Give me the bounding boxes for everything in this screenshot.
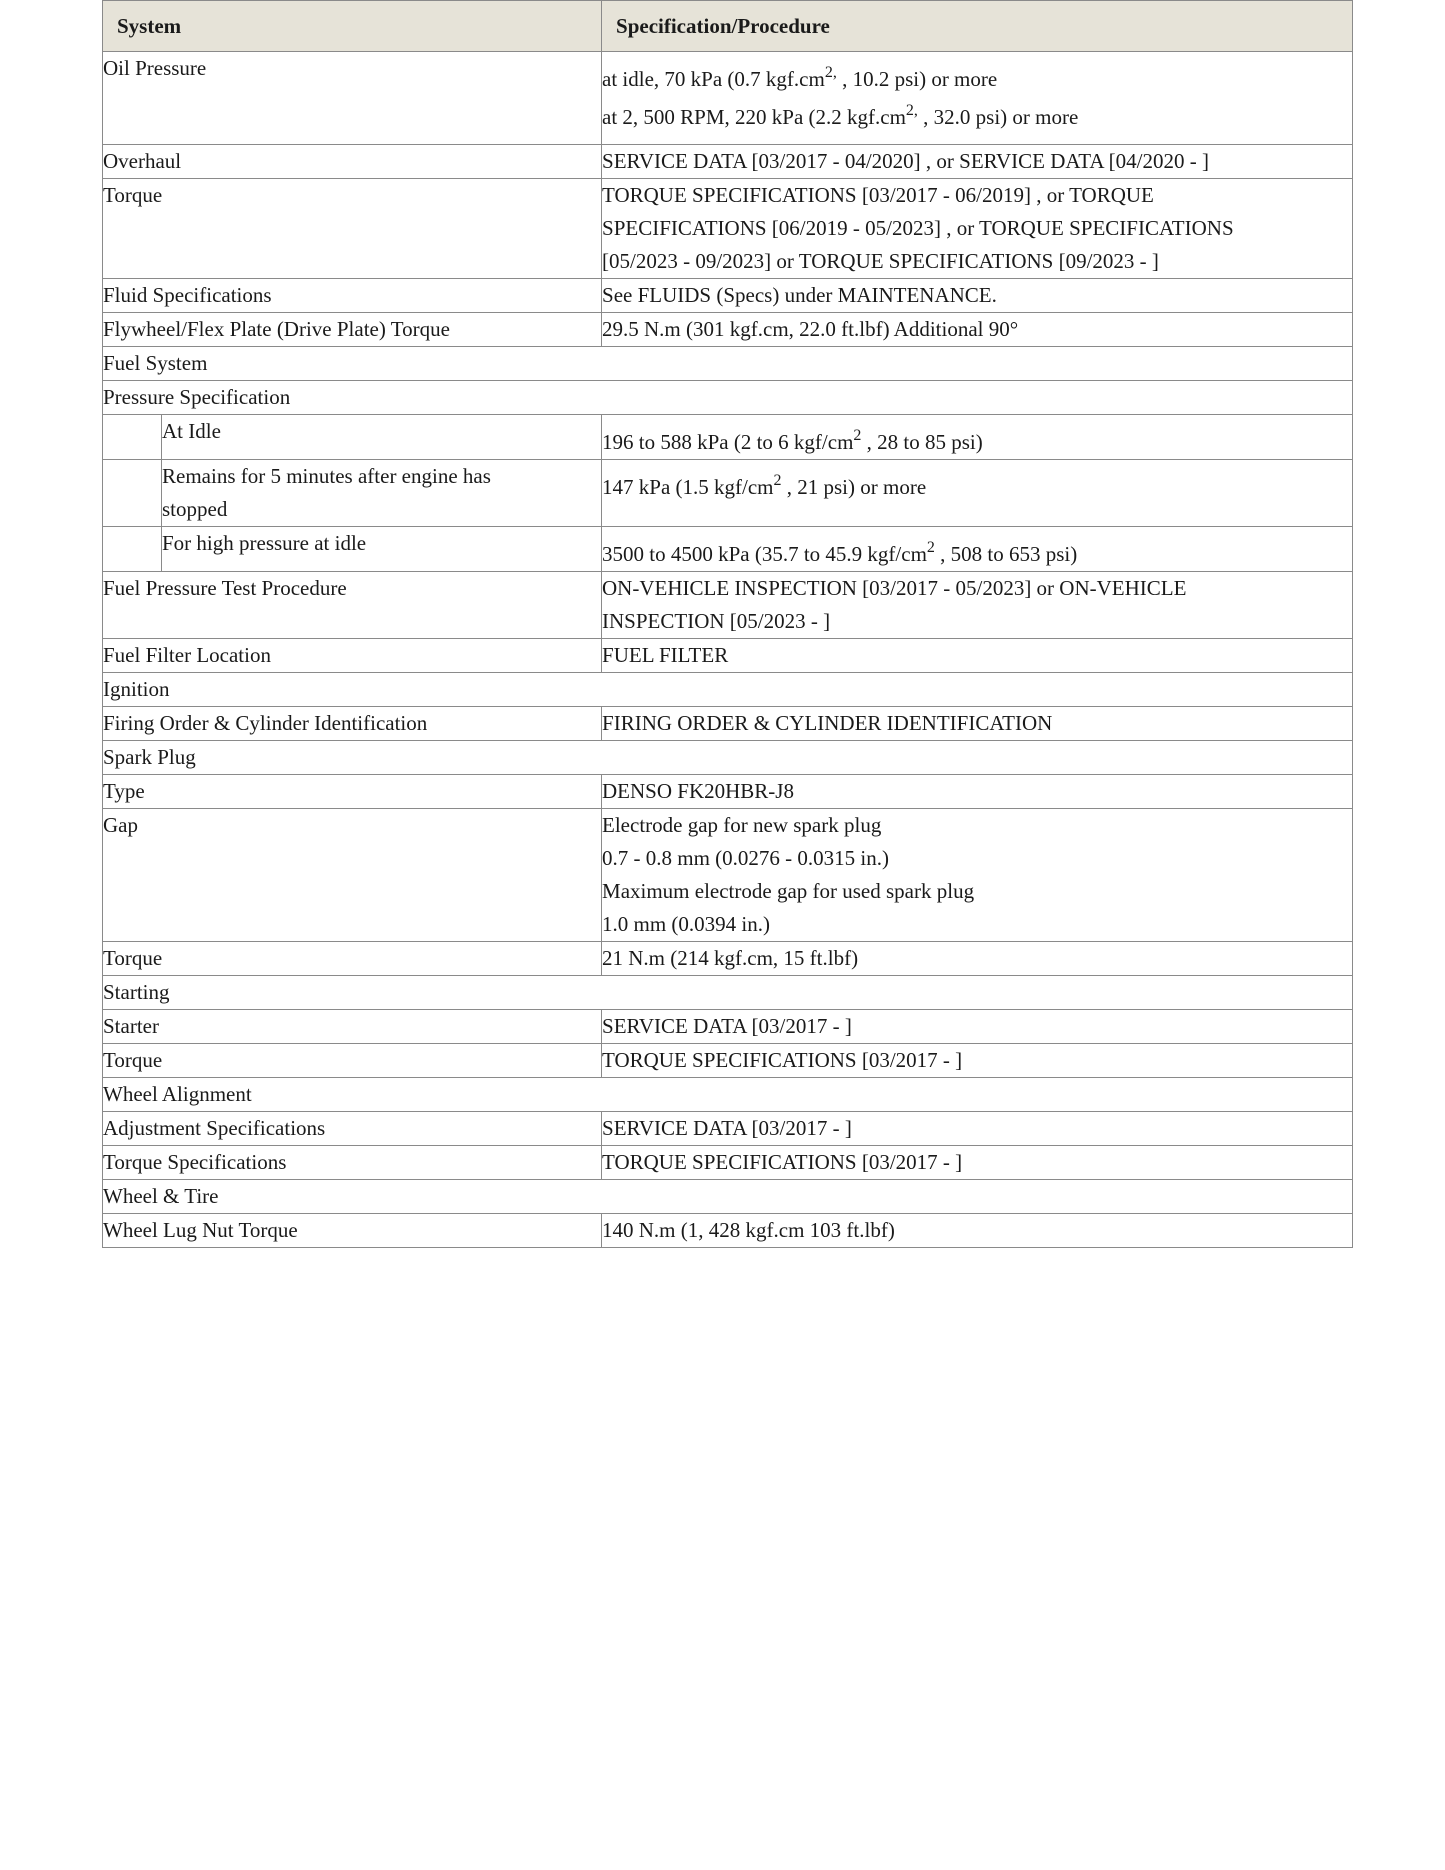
row-label-torque-specifications: Torque Specifications: [103, 1146, 602, 1180]
row-value-torque-specifications[interactable]: TORQUE SPECIFICATIONS [03/2017 - ]: [602, 1146, 1353, 1180]
row-label-fuel-pressure-test: Fuel Pressure Test Procedure: [103, 572, 602, 639]
table-row: [103, 572, 1353, 639]
row-label-at-idle: At Idle: [162, 415, 602, 460]
section-row: [103, 1180, 1353, 1214]
table-row: [103, 145, 1353, 179]
row-value-spark-plug-type: DENSO FK20HBR-J8: [602, 775, 1353, 809]
gap-new-value: 0.7 - 0.8 mm (0.0276 - 0.0315 in.): [602, 846, 889, 870]
table-row: [103, 1044, 1353, 1078]
gap-new-label: Electrode gap for new spark plug: [602, 813, 882, 837]
row-value-at-idle: 196 to 588 kPa (2 to 6 kgf/$cm^2$ , 28 to 85 psi): [602, 415, 1353, 460]
header-system: System: [103, 1, 602, 52]
section-row: [103, 976, 1353, 1010]
row-label-spark-plug-type: Type: [103, 775, 602, 809]
table-row: [103, 1010, 1353, 1044]
row-value-torque[interactable]: TORQUE SPECIFICATIONS [03/2017 - 06/2019] , or TORQUE SPECIFICATIONS [06/2019 - 05/2023] , or TORQUE SPECIFICATIONS [05/2023 - 09/2023] or TORQUE SPECIFICATIONS [09/2023 - ]: [602, 179, 1353, 279]
table-row: [103, 1146, 1353, 1180]
row-label-remains-after-stop: Remains for 5 minutes after engine has stopped: [162, 460, 602, 527]
oil-pressure-2500rpm: at 2, 500 RPM, 220 kPa (2.2 $kgf.cm^{2,}$ , 32.0 psi) or more: [602, 102, 1079, 129]
row-value-starter[interactable]: SERVICE DATA [03/2017 - ]: [602, 1010, 1353, 1044]
section-row: [103, 741, 1353, 775]
row-label-fuel-filter-location: Fuel Filter Location: [103, 639, 602, 673]
tree-indent-cell: [103, 460, 162, 527]
gap-max-label: Maximum electrode gap for used spark plug: [602, 879, 975, 903]
table-row: [103, 1214, 1353, 1248]
row-value-adjustment-specifications[interactable]: SERVICE DATA [03/2017 - ]: [602, 1112, 1353, 1146]
row-value-remains-after-stop: 147 kPa (1.5 kgf/$cm^2$ , 21 psi) or more: [602, 460, 1353, 527]
section-starting: Starting: [103, 976, 1353, 1010]
row-label-high-pressure: For high pressure at idle: [162, 527, 602, 572]
section-fuel-system: Fuel System: [103, 347, 1353, 381]
row-value-fuel-filter-location[interactable]: FUEL FILTER: [602, 639, 1353, 673]
row-label-wheel-lug-nut-torque: Wheel Lug Nut Torque: [103, 1214, 602, 1248]
section-wheel-tire: Wheel & Tire: [103, 1180, 1353, 1214]
row-value-wheel-lug-nut-torque: 140 N.m (1, 428 kgf.cm 103 ft.lbf): [602, 1214, 1353, 1248]
row-label-firing-order: Firing Order & Cylinder Identification: [103, 707, 602, 741]
row-value-spark-plug-gap: [602, 809, 1353, 942]
table-row: [103, 639, 1353, 673]
row-label-oil-pressure: Oil Pressure: [103, 52, 602, 145]
section-spark-plug: Spark Plug: [103, 741, 1353, 775]
row-value-firing-order[interactable]: FIRING ORDER & CYLINDER IDENTIFICATION: [602, 707, 1353, 741]
row-value-spark-plug-torque: 21 N.m (214 kgf.cm, 15 ft.lbf): [602, 942, 1353, 976]
specifications-table: [102, 0, 1353, 1248]
section-wheel-alignment: Wheel Alignment: [103, 1078, 1353, 1112]
row-label-starter: Starter: [103, 1010, 602, 1044]
section-row: [103, 347, 1353, 381]
header-specification: Specification/Procedure: [602, 1, 1353, 52]
tree-indent-cell: [103, 415, 162, 460]
row-label-flywheel-torque: Flywheel/Flex Plate (Drive Plate) Torque: [103, 313, 602, 347]
row-value-overhaul[interactable]: SERVICE DATA [03/2017 - 04/2020] , or SERVICE DATA [04/2020 - ]: [602, 145, 1353, 179]
row-label-adjustment-specifications: Adjustment Specifications: [103, 1112, 602, 1146]
gap-max-value: 1.0 mm (0.0394 in.): [602, 912, 771, 936]
row-label-spark-plug-gap: Gap: [103, 809, 602, 942]
table-row: [103, 460, 1353, 527]
row-label-starting-torque: Torque: [103, 1044, 602, 1078]
row-label-spark-plug-torque: Torque: [103, 942, 602, 976]
row-label-torque: Torque: [103, 179, 602, 279]
table-row: [103, 942, 1353, 976]
row-value-flywheel-torque: 29.5 N.m (301 kgf.cm, 22.0 ft.lbf) Additional 90°: [602, 313, 1353, 347]
table-header-row: [103, 1, 1353, 52]
table-row: [103, 527, 1353, 572]
table-row: [103, 775, 1353, 809]
row-value-high-pressure: 3500 to 4500 kPa (35.7 to 45.9 kgf/$cm^2$ , 508 to 653 psi): [602, 527, 1353, 572]
row-value-oil-pressure: [602, 52, 1353, 145]
row-label-overhaul: Overhaul: [103, 145, 602, 179]
table-row: [103, 707, 1353, 741]
row-label-fluid-specifications: Fluid Specifications: [103, 279, 602, 313]
row-value-fluid-specifications[interactable]: See FLUIDS (Specs) under MAINTENANCE.: [602, 279, 1353, 313]
section-pressure-specification: Pressure Specification: [103, 381, 1353, 415]
oil-pressure-idle: at idle, 70 kPa (0.7 $kgf.cm^{2,}$ , 10.2 psi) or more: [602, 64, 998, 91]
table-row: [103, 179, 1353, 279]
table-row: [103, 415, 1353, 460]
row-value-fuel-pressure-test[interactable]: ON-VEHICLE INSPECTION [03/2017 - 05/2023] or ON-VEHICLE INSPECTION [05/2023 - ]: [602, 572, 1353, 639]
table-row: [103, 279, 1353, 313]
section-row: [103, 1078, 1353, 1112]
section-ignition: Ignition: [103, 673, 1353, 707]
table-row: [103, 52, 1353, 145]
table-row: [103, 313, 1353, 347]
table-row: [103, 809, 1353, 942]
table-row: [103, 1112, 1353, 1146]
row-value-starting-torque[interactable]: TORQUE SPECIFICATIONS [03/2017 - ]: [602, 1044, 1353, 1078]
section-row: [103, 673, 1353, 707]
tree-indent-cell: [103, 527, 162, 572]
section-row: [103, 381, 1353, 415]
